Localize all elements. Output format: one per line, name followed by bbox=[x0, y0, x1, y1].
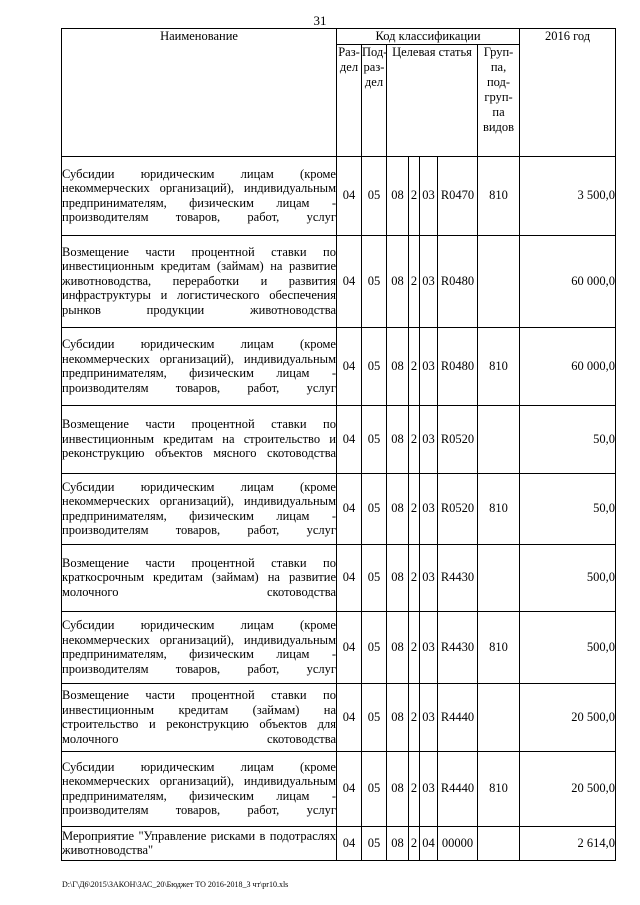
row-subsection: 05 bbox=[362, 327, 387, 405]
row-amount: 2 614,0 bbox=[520, 826, 616, 860]
row-section: 04 bbox=[337, 473, 362, 544]
row-section: 04 bbox=[337, 826, 362, 860]
row-target-code: R4430 bbox=[438, 544, 478, 611]
row-target-event: 03 bbox=[420, 235, 438, 327]
table-row bbox=[62, 156, 616, 235]
file-path-footer: D:\Г\Д6\2015\ЗАКОН\ЗАС_20\Бюджет ТО 2016-2018_3 чт\pr10.xls bbox=[62, 880, 289, 889]
row-target-event: 03 bbox=[420, 683, 438, 751]
row-target-program: 08 bbox=[387, 156, 409, 235]
row-subsection: 05 bbox=[362, 156, 387, 235]
row-target-program: 08 bbox=[387, 405, 409, 473]
row-expense-group: 810 bbox=[478, 751, 520, 826]
row-target-subprogram: 2 bbox=[409, 683, 420, 751]
row-subsection: 05 bbox=[362, 405, 387, 473]
row-subsection: 05 bbox=[362, 683, 387, 751]
row-target-program: 08 bbox=[387, 826, 409, 860]
row-target-subprogram: 2 bbox=[409, 405, 420, 473]
table-row bbox=[62, 235, 616, 327]
row-subsection: 05 bbox=[362, 826, 387, 860]
row-target-code: R4440 bbox=[438, 683, 478, 751]
row-amount: 20 500,0 bbox=[520, 683, 616, 751]
row-section: 04 bbox=[337, 156, 362, 235]
row-expense-group bbox=[478, 405, 520, 473]
header-classification: Код классификации bbox=[337, 29, 520, 45]
row-target-subprogram: 2 bbox=[409, 473, 420, 544]
row-target-subprogram: 2 bbox=[409, 611, 420, 683]
row-amount: 60 000,0 bbox=[520, 235, 616, 327]
row-expense-group: 810 bbox=[478, 611, 520, 683]
header-name: Наименование bbox=[62, 29, 337, 157]
row-target-code: R4440 bbox=[438, 751, 478, 826]
row-target-program: 08 bbox=[387, 611, 409, 683]
row-target-subprogram: 2 bbox=[409, 826, 420, 860]
row-expense-group: 810 bbox=[478, 473, 520, 544]
row-section: 04 bbox=[337, 683, 362, 751]
row-section: 04 bbox=[337, 327, 362, 405]
row-subsection: 05 bbox=[362, 235, 387, 327]
row-section: 04 bbox=[337, 235, 362, 327]
row-target-program: 08 bbox=[387, 327, 409, 405]
row-name: Субсидии юридическим лицам (кроме некоммерческих организаций), индивидуальным предпринимателям, физическим лицам - производителям товаров, работ, услуг bbox=[62, 327, 337, 405]
row-target-code: 00000 bbox=[438, 826, 478, 860]
table-row bbox=[62, 544, 616, 611]
row-amount: 60 000,0 bbox=[520, 327, 616, 405]
row-amount: 500,0 bbox=[520, 611, 616, 683]
row-expense-group: 810 bbox=[478, 327, 520, 405]
row-expense-group bbox=[478, 235, 520, 327]
row-name: Возмещение части процентной ставки по инвестиционным кредитам (займам) на развитие животноводства, переработки и развития инфраструктуры и логистического обеспечения рынков продукции животноводства bbox=[62, 235, 337, 327]
row-name: Возмещение части процентной ставки по инвестиционным кредитам (займам) на строительство и реконструкцию объектов для молочного скотоводства bbox=[62, 683, 337, 751]
budget-table bbox=[61, 28, 616, 861]
row-name: Возмещение части процентной ставки по краткосрочным кредитам (займам) на развитие молочного скотоводства bbox=[62, 544, 337, 611]
row-target-subprogram: 2 bbox=[409, 235, 420, 327]
header-year: 2016 год bbox=[520, 29, 616, 157]
row-target-program: 08 bbox=[387, 751, 409, 826]
row-target-event: 03 bbox=[420, 611, 438, 683]
row-expense-group bbox=[478, 826, 520, 860]
row-target-code: R0480 bbox=[438, 235, 478, 327]
row-target-subprogram: 2 bbox=[409, 544, 420, 611]
row-target-program: 08 bbox=[387, 544, 409, 611]
row-name: Возмещение части процентной ставки по инвестиционным кредитам на строительство и реконструкцию объектов мясного скотоводства bbox=[62, 405, 337, 473]
row-section: 04 bbox=[337, 405, 362, 473]
row-subsection: 05 bbox=[362, 544, 387, 611]
row-target-event: 03 bbox=[420, 473, 438, 544]
row-target-code: R0480 bbox=[438, 327, 478, 405]
row-target-event: 03 bbox=[420, 405, 438, 473]
row-target-event: 03 bbox=[420, 327, 438, 405]
row-section: 04 bbox=[337, 544, 362, 611]
table-row bbox=[62, 473, 616, 544]
table-row bbox=[62, 683, 616, 751]
table-row bbox=[62, 405, 616, 473]
table-row bbox=[62, 751, 616, 826]
row-target-code: R0520 bbox=[438, 405, 478, 473]
row-amount: 3 500,0 bbox=[520, 156, 616, 235]
row-target-subprogram: 2 bbox=[409, 327, 420, 405]
row-expense-group: 810 bbox=[478, 156, 520, 235]
row-name: Субсидии юридическим лицам (кроме некоммерческих организаций), индивидуальным предпринимателям, физическим лицам - производителям товаров, работ, услуг bbox=[62, 751, 337, 826]
row-target-code: R4430 bbox=[438, 611, 478, 683]
page-number: 31 bbox=[313, 13, 327, 28]
table-row bbox=[62, 826, 616, 860]
row-expense-group bbox=[478, 683, 520, 751]
row-subsection: 05 bbox=[362, 611, 387, 683]
table-row bbox=[62, 611, 616, 683]
row-target-event: 03 bbox=[420, 156, 438, 235]
row-target-code: R0470 bbox=[438, 156, 478, 235]
header-group: Груп- па, под- груп- па видов bbox=[478, 44, 520, 156]
row-subsection: 05 bbox=[362, 473, 387, 544]
row-target-event: 03 bbox=[420, 544, 438, 611]
row-target-event: 03 bbox=[420, 751, 438, 826]
row-subsection: 05 bbox=[362, 751, 387, 826]
row-section: 04 bbox=[337, 751, 362, 826]
header-subsection: Под- раз- дел bbox=[362, 44, 387, 156]
row-target-program: 08 bbox=[387, 473, 409, 544]
row-target-program: 08 bbox=[387, 235, 409, 327]
row-name: Мероприятие "Управление рисками в подотраслях животноводства" bbox=[62, 826, 337, 860]
row-target-subprogram: 2 bbox=[409, 156, 420, 235]
row-name: Субсидии юридическим лицам (кроме некоммерческих организаций), индивидуальным предпринимателям, физическим лицам - производителям товаров, работ, услуг bbox=[62, 473, 337, 544]
row-amount: 500,0 bbox=[520, 544, 616, 611]
row-section: 04 bbox=[337, 611, 362, 683]
row-target-code: R0520 bbox=[438, 473, 478, 544]
row-target-event: 04 bbox=[420, 826, 438, 860]
table-row bbox=[62, 327, 616, 405]
row-name: Субсидии юридическим лицам (кроме некоммерческих организаций), индивидуальным предпринимателям, физическим лицам - производителям товаров, работ, услуг bbox=[62, 611, 337, 683]
row-amount: 50,0 bbox=[520, 405, 616, 473]
row-amount: 20 500,0 bbox=[520, 751, 616, 826]
row-expense-group bbox=[478, 544, 520, 611]
header-section: Раз- дел bbox=[337, 44, 362, 156]
row-name: Субсидии юридическим лицам (кроме некоммерческих организаций), индивидуальным предпринимателям, физическим лицам - производителям товаров, работ, услуг bbox=[62, 156, 337, 235]
row-amount: 50,0 bbox=[520, 473, 616, 544]
header-target-article: Целевая статья bbox=[387, 44, 478, 156]
row-target-subprogram: 2 bbox=[409, 751, 420, 826]
row-target-program: 08 bbox=[387, 683, 409, 751]
